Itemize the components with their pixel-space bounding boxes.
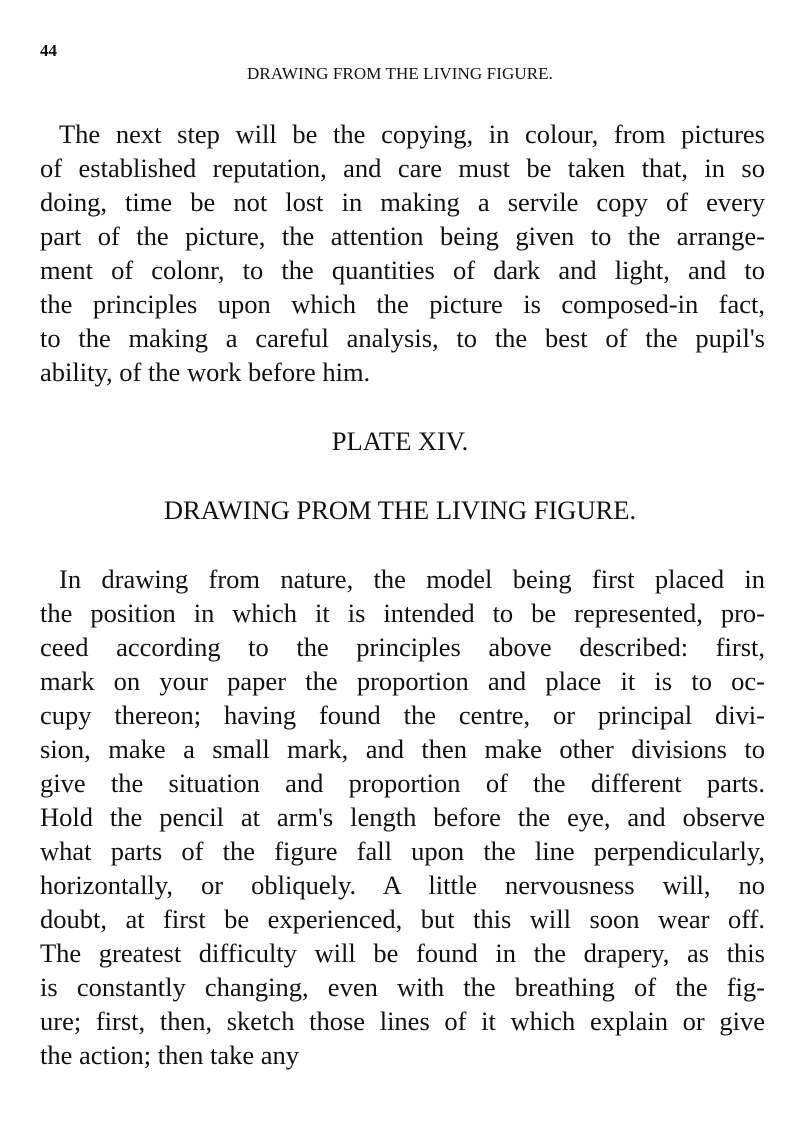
paragraph-line: part of the picture, the attention being given to the arrange- (40, 221, 765, 251)
paragraph-line: the principles upon which the picture is composed-in fact, (40, 289, 765, 319)
running-title: DRAWING FROM THE LIVING FIGURE. (247, 64, 553, 83)
paragraph-line: doubt, at first be experienced, but this will soon wear off. (40, 904, 765, 934)
paragraph-line: ment of colonr, to the quantities of dark and light, and to (40, 255, 765, 285)
paragraph-line: cupy thereon; having found the centre, or principal divi- (40, 700, 765, 730)
paragraph-line: ability, of the work before him. (40, 357, 371, 387)
paragraph-line: The next step will be the copying, in colour, from pictures (59, 119, 765, 149)
paragraph-line: give the situation and proportion of the different parts. (40, 768, 765, 798)
paragraph-line: The greatest difficulty will be found in the drapery, as this (40, 938, 765, 968)
paragraph-line: Hold the pencil at arm's length before the eye, and observe (40, 802, 765, 832)
paragraph-line: sion, make a small mark, and then make other divisions to (40, 734, 765, 764)
paragraph-line: In drawing from nature, the model being first placed in (59, 564, 765, 594)
plate-heading: PLATE XIV. (331, 426, 469, 456)
paragraph-line: the position in which it is intended to be represented, pro- (40, 598, 765, 628)
paragraph-line: is constantly changing, even with the breathing of the fig- (40, 972, 765, 1002)
paragraph-line: of established reputation, and care must be taken that, in so (40, 153, 765, 183)
page-number: 44 (40, 41, 57, 60)
section-heading: DRAWING PROM THE LIVING FIGURE. (163, 495, 637, 525)
paragraph-line: what parts of the figure fall upon the line perpendicularly, (40, 836, 765, 866)
paragraph-line: to the making a careful analysis, to the best of the pupil's (40, 323, 765, 353)
paragraph-line: ceed according to the principles above described: first, (40, 632, 765, 662)
paragraph-line: the action; then take any (40, 1040, 300, 1070)
paragraph-line: ure; first, then, sketch those lines of it which explain or give (40, 1006, 765, 1036)
paragraph-line: doing, time be not lost in making a servile copy of every (40, 187, 765, 217)
paragraph-line: horizontally, or obliquely. A little nervousness will, no (40, 870, 765, 900)
paragraph-line: mark on your paper the proportion and place it is to oc- (40, 666, 765, 696)
